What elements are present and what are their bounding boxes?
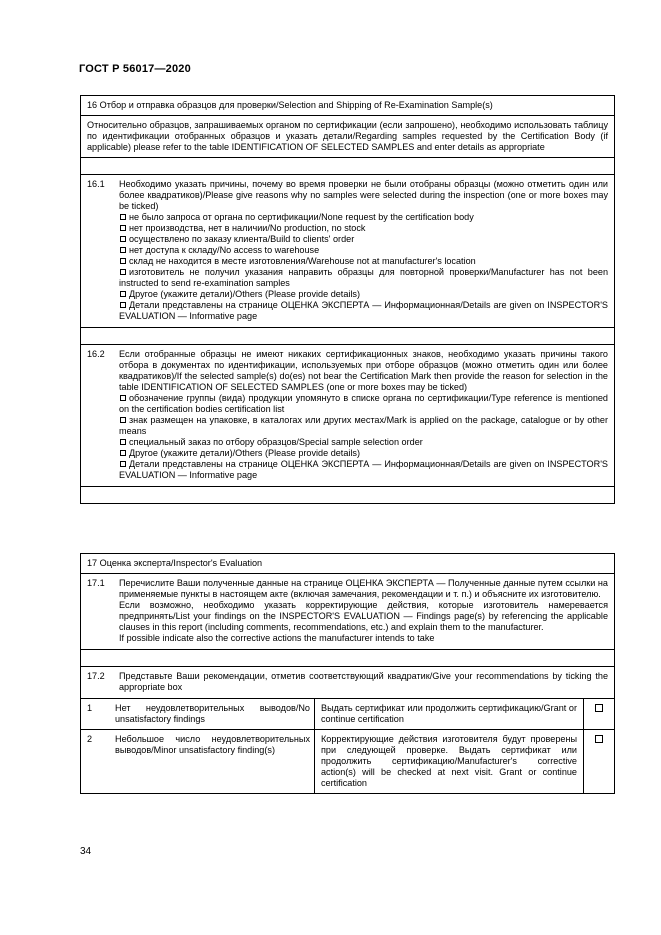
option-label: Детали представлены на странице ОЦЕНКА ЭКСПЕРТА — Информационная/Details are given on INSPECTOR'S EVALUATION — Informative page (119, 459, 608, 480)
option-label: Другое (укажите детали)/Others (Please provide details) (129, 448, 361, 458)
checkbox-icon[interactable] (120, 439, 126, 445)
blank-row (81, 157, 614, 174)
option-row (119, 245, 608, 256)
checkbox-icon[interactable] (120, 395, 126, 401)
checkbox-icon[interactable] (595, 704, 603, 712)
option-row (119, 437, 608, 448)
option-row (119, 459, 608, 481)
option-row (119, 256, 608, 267)
checkbox-icon[interactable] (120, 258, 126, 264)
option-row (119, 212, 608, 223)
finding-cell: Небольшое число неудовлетворительных выводов/Minor unsatisfactory finding(s) (113, 730, 315, 793)
item-number: 16.1 (87, 179, 105, 189)
option-label: нет производства, нет в наличии/No production, no stock (129, 223, 366, 233)
option-label: специальный заказ по отбору образцов/Special sample selection order (129, 437, 423, 447)
option-row (119, 415, 608, 437)
option-label: изготовитель не получил указания направить образцы для повторной проверки/Manufacturer has not been instructed to send re-examination samples (119, 267, 608, 288)
section-16-intro: Относительно образцов, запрашиваемых органом по сертификации (если запрошено), необходимо использовать таблицу по идентификации отобранных образцов и указать детали/Regarding samples requested by the Certification Body (if applicable) please refer to the table IDENTIFICATION OF SELECTED SAMPLES and enter details as appropriate (81, 115, 614, 157)
item-17-2-lead: Представьте Ваши рекомендации, отметив соответствующий квадратик/Give your recommendations by ticking the appropriate box (119, 671, 608, 692)
item-number: 17.2 (87, 671, 105, 681)
item-16-2-lead: Если отобранные образцы не имеют никаких сертификационных знаков, необходимо указать причины такого отбора в документах по идентификации, используемых при отборе образцов (можно отметить один или более квадратиков)/If the selected sample(s) do(es) not bear the Certification Mark then provide the reason for selection in the table IDENTIFICATION OF SELECTED SAMPLES (one or more boxes may be ticked) (119, 349, 608, 392)
page-number: 34 (80, 846, 92, 857)
finding-cell: Нет неудовлетворительных выводов/No unsatisfactory findings (113, 699, 315, 729)
option-row (119, 448, 608, 459)
document-code: ГОСТ Р 56017—2020 (79, 63, 191, 75)
option-label: обозначение группы (вида) продукции упомянуто в списке органа по сертификации/Type reference is mentioned on the certification bodies certification list (119, 393, 608, 414)
section-16-box (80, 95, 615, 504)
option-row (119, 267, 608, 289)
checkbox-icon[interactable] (120, 225, 126, 231)
item-17-2 (81, 666, 614, 698)
option-label: склад не находится в месте изготовления/Warehouse not at manufacturer's location (129, 256, 476, 266)
recommendation-cell: Выдать сертификат или продолжить сертификацию/Grant or continue certification (315, 699, 584, 729)
option-label: нет доступа к складу/No access to warehouse (129, 245, 320, 255)
blank-row (81, 649, 614, 666)
section-16-title: 16 Отбор и отправка образцов для проверки/Selection and Shipping of Re-Examination Sample(s) (87, 100, 493, 110)
item-17-1-para: If possible indicate also the corrective actions the manufacturer intends to take (119, 633, 435, 643)
section-17-box (80, 553, 615, 794)
checkbox-icon[interactable] (120, 417, 126, 423)
item-16-2 (81, 344, 614, 486)
section-17-title: 17 Оценка эксперта/Inspector's Evaluation (87, 558, 263, 568)
table-row (81, 729, 614, 793)
option-row (119, 300, 608, 322)
checkbox-icon[interactable] (120, 214, 126, 220)
checkbox-icon[interactable] (595, 735, 603, 743)
option-label: Другое (укажите детали)/Others (Please provide details) (129, 289, 361, 299)
checkbox-icon[interactable] (120, 269, 126, 275)
checkbox-icon[interactable] (120, 236, 126, 242)
item-16-1-lead: Необходимо указать причины, почему во время проверки не были отобраны образцы (можно отметить один или более квадратиков)/Please give reasons why no samples were selected during the inspection (one or more boxes may be ticked) (119, 179, 608, 211)
option-row (119, 223, 608, 234)
option-row (119, 289, 608, 300)
item-17-1-para: Если возможно, необходимо указать корректирующие действия, которые изготовитель намеревается предпринять/List your findings on the INSPECTOR'S EVALUATION — Findings page(s) by referencing the applicable clauses in this report (including comments, recommendations, etc.) and explain them to the manufacturer. (119, 600, 608, 632)
option-label: не было запроса от органа по сертификации/None request by the certification body (129, 212, 474, 222)
checkbox-icon[interactable] (120, 450, 126, 456)
option-label: знак размещен на упаковке, в каталогах или других местах/Mark is applied on the package, catalogue or by other means (119, 415, 608, 436)
checkbox-icon[interactable] (120, 247, 126, 253)
item-17-1-para: Перечислите Ваши полученные данные на странице ОЦЕНКА ЭКСПЕРТА — Полученные данные путем ссылки на применяемые пункты в настоящем акте (включая замечания, рекомендации и т. п.) и объясните их изготовителю. (119, 578, 608, 599)
option-row (119, 234, 608, 245)
option-row (119, 393, 608, 415)
row-number: 1 (87, 703, 93, 713)
item-number: 16.2 (87, 349, 105, 359)
checkbox-icon[interactable] (120, 302, 126, 308)
item-16-1 (81, 174, 614, 327)
row-number: 2 (87, 734, 93, 744)
checkbox-icon[interactable] (120, 291, 126, 297)
item-17-1 (81, 573, 614, 649)
checkbox-icon[interactable] (120, 461, 126, 467)
blank-row (81, 486, 614, 503)
blank-row (81, 327, 614, 344)
option-label: осуществлено по заказу клиента/Build to clients' order (129, 234, 355, 244)
item-number: 17.1 (87, 578, 105, 588)
recommendation-cell: Корректирующие действия изготовителя будут проверены при следующей проверке. Выдать сертификат или продолжить сертификацию/Manufacturer's corrective action(s) will be checked at next visit. Grant or continue certification (315, 730, 584, 793)
table-row (81, 698, 614, 729)
option-label: Детали представлены на странице ОЦЕНКА ЭКСПЕРТА — Информационная/Details are given on INSPECTOR'S EVALUATION — Informative page (119, 300, 608, 321)
